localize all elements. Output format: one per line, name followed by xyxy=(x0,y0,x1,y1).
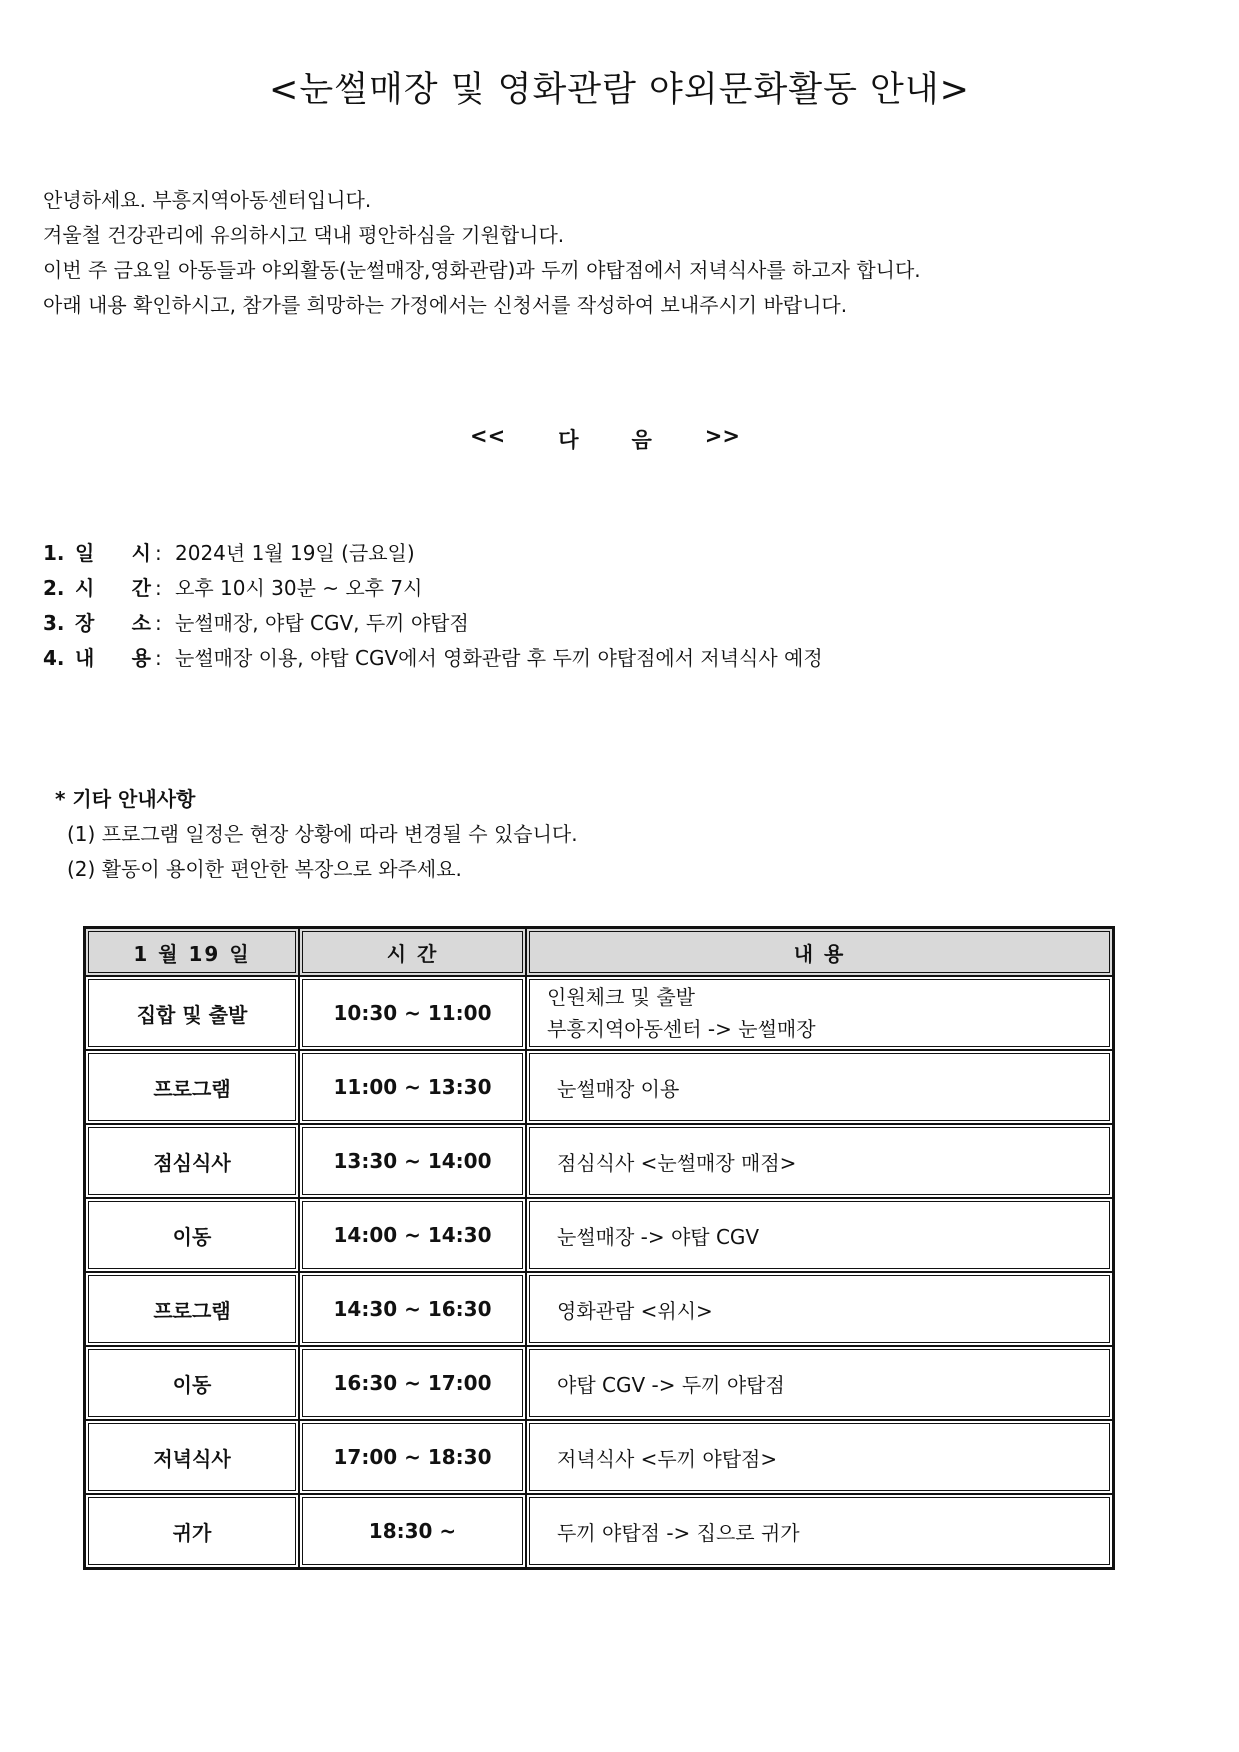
row-activity: 이동 xyxy=(85,1346,299,1420)
label-char: 소 xyxy=(131,611,151,635)
table-row xyxy=(85,1272,1113,1346)
notes-heading: * 기타 안내사항 xyxy=(55,787,196,811)
row-activity: 이동 xyxy=(85,1198,299,1272)
header-date: 1 월 19 일 xyxy=(85,928,299,976)
detail-number: 2. xyxy=(43,576,65,600)
section-heading xyxy=(470,424,740,454)
detail-label xyxy=(43,641,155,676)
table-row xyxy=(85,1050,1113,1124)
intro-line: 아래 내용 확인하시고, 참가를 희망하는 가정에서는 신청서를 작성하여 보내주시기 바랍니다. xyxy=(43,293,848,317)
row-activity: 저녁식사 xyxy=(85,1420,299,1494)
detail-value: 2024년 1월 19일 (금요일) xyxy=(175,541,415,565)
document-title: <눈썰매장 및 영화관람 야외문화활동 안내> xyxy=(269,70,970,110)
row-time: 13:30 ~ 14:00 xyxy=(299,1124,526,1198)
schedule-header-row xyxy=(85,928,1113,976)
row-time: 18:30 ~ xyxy=(299,1494,526,1568)
heading-close: >> xyxy=(704,424,740,448)
table-row xyxy=(85,976,1113,1050)
detail-value: 오후 10시 30분 ~ 오후 7시 xyxy=(175,576,423,600)
detail-value: 눈썰매장, 야탑 CGV, 두끼 야탑점 xyxy=(175,611,469,635)
row-activity: 점심식사 xyxy=(85,1124,299,1198)
row-content: 눈썰매장 이용 xyxy=(526,1050,1113,1124)
detail-label xyxy=(43,536,155,571)
table-row xyxy=(85,1346,1113,1420)
content-line: 부흥지역아동센터 -> 눈썰매장 xyxy=(547,1017,816,1041)
detail-time xyxy=(43,571,823,606)
header-time: 시 간 xyxy=(299,928,526,976)
row-time: 14:00 ~ 14:30 xyxy=(299,1198,526,1272)
content-line: 인원체크 및 출발 xyxy=(547,985,695,1009)
row-time: 11:00 ~ 13:30 xyxy=(299,1050,526,1124)
row-time: 17:00 ~ 18:30 xyxy=(299,1420,526,1494)
row-content: 영화관람 <위시> xyxy=(526,1272,1113,1346)
table-row xyxy=(85,1494,1113,1568)
detail-date xyxy=(43,536,823,571)
label-char: 시 xyxy=(131,541,151,565)
table-row xyxy=(85,1198,1113,1272)
detail-number: 1. xyxy=(43,541,65,565)
intro-line: 안녕하세요. 부흥지역아동센터입니다. xyxy=(43,188,372,212)
row-content xyxy=(526,976,1113,1050)
label-char: 장 xyxy=(75,611,95,635)
row-activity: 프로그램 xyxy=(85,1272,299,1346)
row-activity: 집합 및 출발 xyxy=(85,976,299,1050)
detail-label xyxy=(43,571,155,606)
row-content: 저녁식사 <두끼 야탑점> xyxy=(526,1420,1113,1494)
heading-open: << xyxy=(470,424,506,448)
detail-number: 3. xyxy=(43,611,65,635)
intro-line: 겨울철 건강관리에 유의하시고 댁내 평안하심을 기원합니다. xyxy=(43,223,565,247)
row-activity: 프로그램 xyxy=(85,1050,299,1124)
header-content: 내 용 xyxy=(526,928,1113,976)
note-item: (1) 프로그램 일정은 현장 상황에 따라 변경될 수 있습니다. xyxy=(67,822,578,846)
intro-line: 이번 주 금요일 아동들과 야외활동(눈썰매장,영화관람)과 두끼 야탑점에서 저녁식사를 하고자 합니다. xyxy=(43,258,921,282)
intro-paragraph xyxy=(43,183,921,323)
detail-separator: : xyxy=(155,576,162,600)
note-item: (2) 활동이 용이한 편안한 복장으로 와주세요. xyxy=(67,857,462,881)
row-time: 10:30 ~ 11:00 xyxy=(299,976,526,1050)
details-list xyxy=(43,536,823,676)
detail-separator: : xyxy=(155,541,162,565)
label-char: 시 xyxy=(75,576,95,600)
detail-number: 4. xyxy=(43,646,65,670)
row-content: 점심식사 <눈썰매장 매점> xyxy=(526,1124,1113,1198)
row-content: 두끼 야탑점 -> 집으로 귀가 xyxy=(526,1494,1113,1568)
detail-separator: : xyxy=(155,646,162,670)
heading-char: 음 xyxy=(631,428,652,452)
row-time: 16:30 ~ 17:00 xyxy=(299,1346,526,1420)
heading-char: 다 xyxy=(558,428,579,452)
detail-place xyxy=(43,606,823,641)
label-char: 용 xyxy=(131,646,151,670)
row-content: 눈썰매장 -> 야탑 CGV xyxy=(526,1198,1113,1272)
label-char: 내 xyxy=(75,646,95,670)
notes-section xyxy=(55,782,578,887)
table-row xyxy=(85,1420,1113,1494)
detail-content xyxy=(43,641,823,676)
schedule-table xyxy=(83,926,1115,1570)
detail-separator: : xyxy=(155,611,162,635)
label-char: 간 xyxy=(131,576,151,600)
table-row xyxy=(85,1124,1113,1198)
row-content: 야탑 CGV -> 두끼 야탑점 xyxy=(526,1346,1113,1420)
detail-label xyxy=(43,606,155,641)
row-time: 14:30 ~ 16:30 xyxy=(299,1272,526,1346)
label-char: 일 xyxy=(75,541,95,565)
detail-value: 눈썰매장 이용, 야탑 CGV에서 영화관람 후 두끼 야탑점에서 저녁식사 예정 xyxy=(175,646,823,670)
row-activity: 귀가 xyxy=(85,1494,299,1568)
